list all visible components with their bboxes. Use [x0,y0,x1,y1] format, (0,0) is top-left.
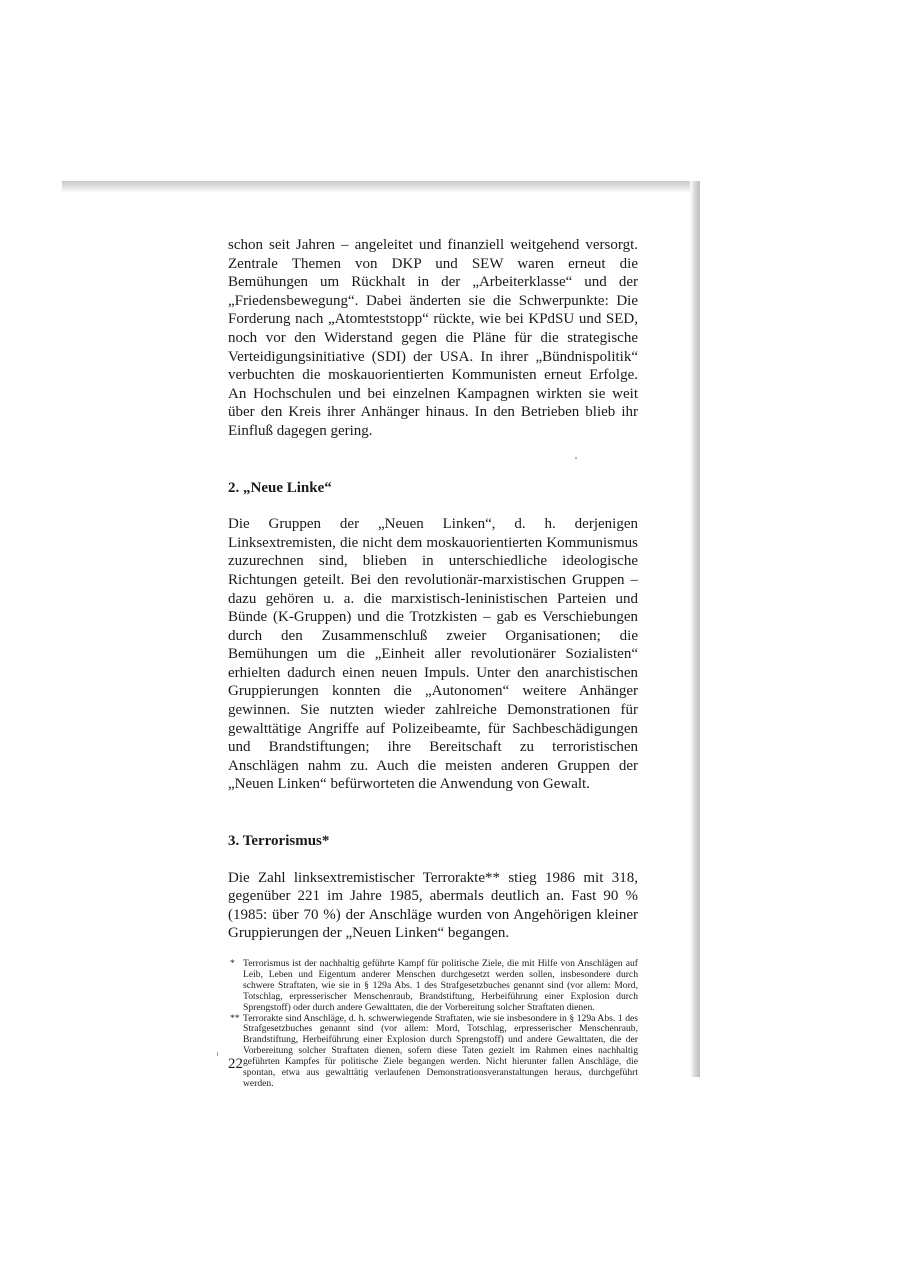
scan-right-edge-shadow [690,181,700,1077]
footnote-text: Terrorakte sind Anschläge, d. h. schwerwiegende Straftaten, wie sie insbesondere in § 129a Abs. 1 des Strafgesetzbuches genannt sind (vor allem: Mord, Totschlag, erpresserischer Menschenraub, Brandstiftung, Herbeiführung einer Explosion durch Sprengstoff) und andere Gewalttaten, die der Vorbereitung solcher Straftaten dienen, sofern diese Taten gezielt im Rahmen eines nachhaltig geführten Kampfes für politische Ziele begangen werden. Nicht hierunter fallen Anschläge, die spontan, etwa aus gewalttätig verlaufenen Demonstrationsveranstaltungen heraus, durchgeführt werden. [243,1012,638,1089]
page-text-column [228,236,638,1090]
body-paragraph-1: schon seit Jahren – angeleitet und finanziell weitgehend versorgt. Zentrale Themen von DKP und SEW waren erneut die Bemühungen um Rückhalt in der „Arbeiterklasse“ und der „Friedensbewegung“. Dabei änderten sie die Schwerpunkte: Die Forderung nach „Atomteststopp“ rückte, wie bei KPdSU und SED, noch vor den Widerstand gegen die Pläne für die strategische Verteidigungsinitiative (SDI) der USA. In ihrer „Bündnispolitik“ verbuchten die moskauorientierten Kommunisten erneut Erfolge. An Hochschulen und bei einzelnen Kampagnen wirkten sie weit über den Kreis ihrer Anhänger hinaus. In den Betrieben blieb ihr Einfluß dagegen gering. [228,237,638,439]
body-paragraph-2: Die Gruppen der „Neuen Linken“, d. h. derjenigen Linksextremisten, die nicht dem moskauorientierten Kommunismus zuzurechnen sind, blieben in unterschiedliche ideologische Richtungen geteilt. Bei den revolutionär-marxistischen Gruppen – dazu gehören u. a. die marxistisch-leninistischen Parteien und Bünde (K-Gruppen) und die Trotzkisten – gab es Verschiebungen durch den Zusammenschluß zweier Organisationen; die Bemühungen um die „Einheit aller revolutionärer Sozialisten“ erhielten dadurch einen neuen Impuls. Unter den anarchistischen Gruppierungen konnten die „Autonomen“ weitere Anhänger gewinnen. Sie nutzten wieder zahlreiche Demonstrationen für gewalttätige Angriffe auf Polizeibeamte, für Sachbeschädigungen und Brandstiftungen; ihre Bereitschaft zu terroristischen Anschlägen nahm zu. Auch die meisten anderen Gruppen der „Neuen Linken“ befürworteten die Anwendung von Gewalt. [228,516,638,793]
footnote-2 [228,1014,638,1090]
page-number: 22 [228,1056,243,1072]
footnote-1 [228,959,638,1014]
section-heading-terrorismus: 3. Terrorismus* [228,833,330,850]
footnotes [228,959,638,1090]
footnote-text: Terrorismus ist der nachhaltig geführte Kampf für politische Ziele, die mit Hilfe von Anschlägen auf Leib, Leben und Eigentum anderer Menschen durchgesetzt werden sollen, insbesondere durch schwere Straftaten, wie sie in § 129a Abs. 1 des Strafgesetzbuches genannt sind (vor allem: Mord, Totschlag, erpresserischer Menschenraub, Brandstiftung, Herbeiführung einer Explosion durch Sprengstoff) oder durch andere Gewalttaten, die der Vorbereitung solcher Straftaten dienen. [243,958,638,1013]
section-heading-neue-linke: 2. „Neue Linke“ [228,479,332,496]
scan-top-edge-shadow [62,181,696,193]
body-paragraph-3: Die Zahl linksextremistischer Terrorakte** stieg 1986 mit 318, gegenüber 221 im Jahre 1985, abermals deutlich an. Fast 90 % (1985: über 70 %) der Anschläge wurden von Angehörigen kleiner Gruppierungen der „Neuen Linken“ begangen. [228,869,638,942]
footnote-marker: * [230,958,235,969]
scan-speck [217,1052,218,1056]
footnote-marker: ** [230,1012,240,1024]
